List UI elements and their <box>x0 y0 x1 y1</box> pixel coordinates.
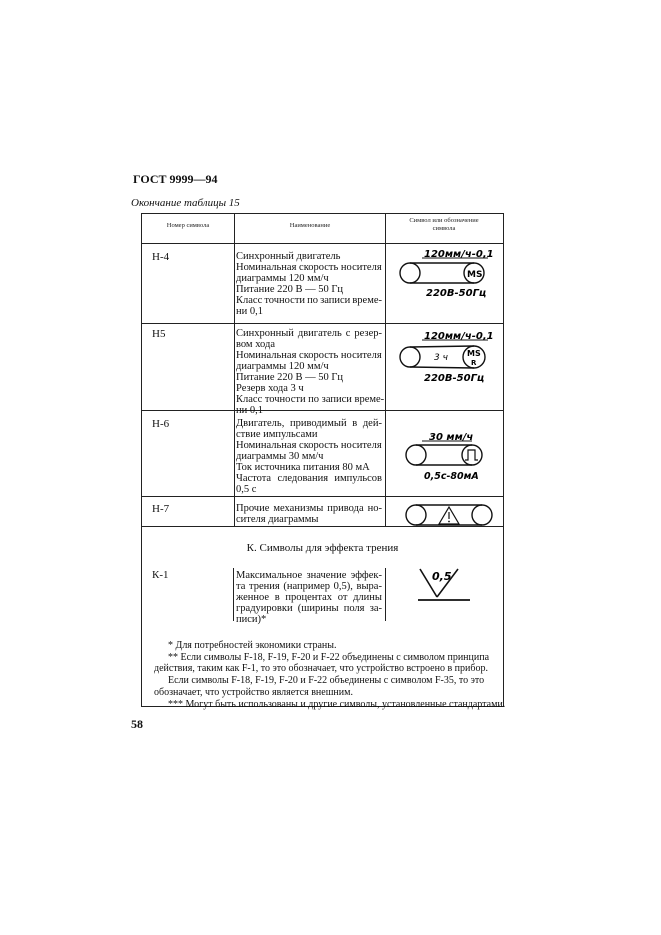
symbol-description: Синхронный двигатель Номинальная скорость носителя диаграммы 120 мм/ч Питание 220 В — 50 Гц Класс точности по записи време- ни 0,1 <box>236 251 382 317</box>
column-header-symbol: Символ или обозначение символа <box>409 217 479 232</box>
column-divider-2 <box>385 568 386 621</box>
footnote: * Для потребностей экономики страны. <box>168 640 337 651</box>
footnote: *** Могут быть использованы и другие символы, установленные стандартами. <box>168 698 506 710</box>
symbol-description: Максимальное значение эффек- та трения (например 0,5), выра- женное в процентах от длины градуировки (ширины поля за- писи)* <box>236 570 382 625</box>
header-divider <box>142 243 503 244</box>
svg-text:R: R <box>471 359 477 367</box>
section-title: К. Символы для эффекта трения <box>246 542 399 554</box>
symbol-description: Прочие механизмы привода но- сителя диаграммы <box>236 503 382 525</box>
table-continuation-caption: Окончание таблицы 15 <box>131 197 240 209</box>
symbols-table <box>141 213 506 710</box>
svg-text:0,5: 0,5 <box>432 570 452 583</box>
symbol-code: Н-4 <box>152 251 170 263</box>
synchronous-motor-reserve-symbol <box>396 328 496 384</box>
svg-text:30 мм/ч: 30 мм/ч <box>429 432 474 443</box>
footnote: действия, таким как F-1, то это обозначает, что устройство встроено в прибор. <box>154 663 488 675</box>
svg-text:MS: MS <box>467 270 483 280</box>
svg-text:0,5с-80мА: 0,5с-80мА <box>424 471 479 481</box>
standard-title: ГОСТ 9999—94 <box>133 172 218 186</box>
svg-text:120мм/ч-0,1: 120мм/ч-0,1 <box>424 249 494 260</box>
column-header-name: Наименование <box>289 222 331 229</box>
symbol-code: Н-6 <box>152 418 170 430</box>
friction-effect-symbol <box>410 566 476 606</box>
symbol-description: Синхронный двигатель с резер- вом хода Номинальная скорость носителя диаграммы 120 мм/ч Питание 220 В — 50 Гц Резерв хода 3 ч Класс точности по записи време- ни 0,1 <box>236 328 385 416</box>
pulse-motor-symbol <box>402 429 494 481</box>
footnote: Если символы F-18, F-19, F-20 и F-22 объединены с символом F-35, то это <box>168 675 485 687</box>
symbol-code: К-1 <box>152 569 169 581</box>
svg-text:220В-50Гц: 220В-50Гц <box>424 373 485 384</box>
svg-text:220В-50Гц: 220В-50Гц <box>426 288 487 298</box>
footnote: ** Если символы F-18, F-19, F-20 и F-22 объединены с символом принципа <box>168 651 490 663</box>
table-footnotes <box>154 640 506 710</box>
symbol-description: Двигатель, приводимый в дей- ствие импульсами Номинальная скорость носителя диаграммы 30 мм/ч Ток источника питания 80 мА Частота следования импульсов 0,5 с <box>236 418 382 495</box>
column-divider-1 <box>234 214 235 526</box>
column-header-code: Номер символа <box>166 222 210 229</box>
symbol-code: Н-7 <box>152 503 170 515</box>
svg-text:120мм/ч-0,1: 120мм/ч-0,1 <box>424 331 494 342</box>
other-drive-mechanism-symbol <box>404 502 494 528</box>
page-number: 58 <box>131 717 143 731</box>
svg-text:MS: MS <box>467 349 481 358</box>
svg-text:3 ч: 3 ч <box>434 353 448 363</box>
column-divider-1 <box>233 568 234 621</box>
column-divider-2 <box>385 214 386 526</box>
footnote: обозначает, что устройство является внешним. <box>154 686 353 698</box>
row-divider <box>142 496 503 497</box>
row-divider <box>142 323 503 324</box>
symbol-code: Н5 <box>152 328 166 340</box>
synchronous-motor-symbol <box>396 246 496 298</box>
